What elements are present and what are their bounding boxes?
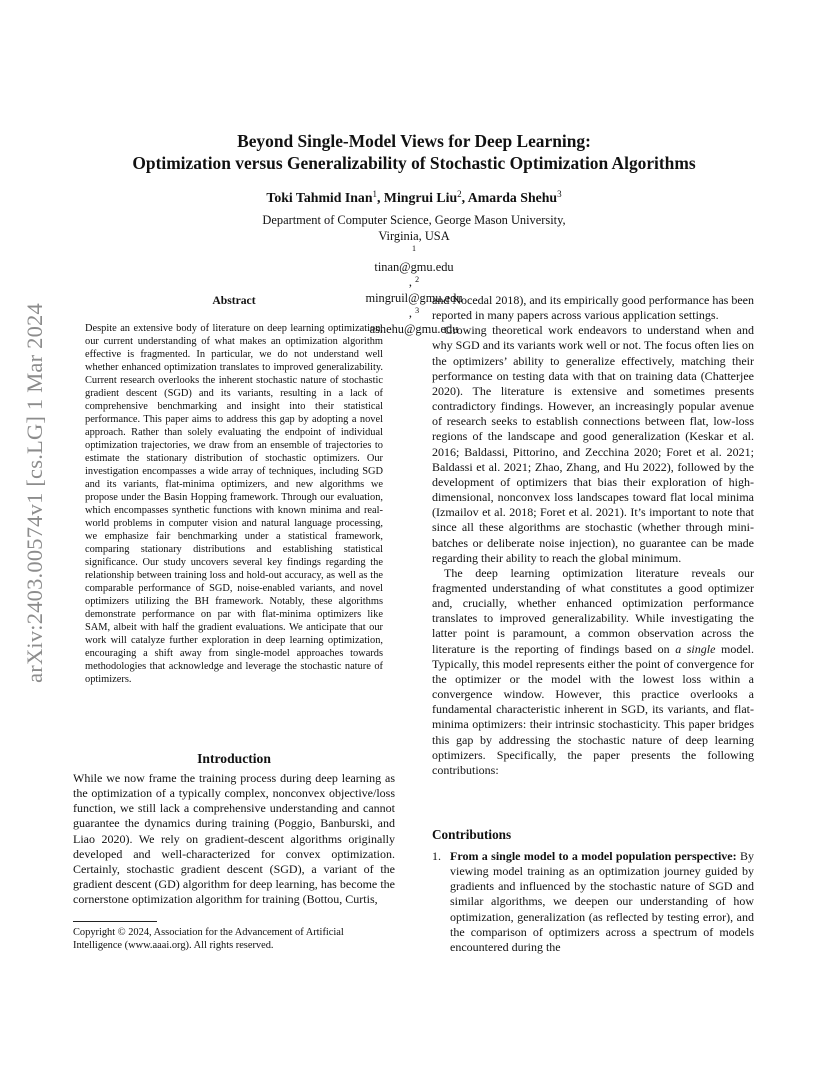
author-sup: 3 <box>557 189 562 199</box>
paragraph-text: model. Typically, this model represents either the point of convergence for the optimizer or the model with the lowest loss within a convergence window. However, this practice overlooks a fundamental characteristic inherent in SGD, its variants, and flat-minima optimizers: their intrinsic stochasticity. This paper bridges this gap by addressing the stochastic nature of deep learning optimizers. Specifically, the paper presents the following contributions: <box>432 641 755 777</box>
contribution-number: 1. <box>432 849 441 863</box>
contribution-item <box>432 849 754 955</box>
email-link: ashehu@gmu.edu <box>369 321 459 336</box>
title-line-2: Optimization versus Generalizability of Stochastic Optimization Algorithms <box>132 153 696 173</box>
email-sup: 1 <box>412 244 416 253</box>
arxiv-identifier-text: arXiv:2403.00574v1 [cs.LG] 1 Mar 2024 <box>22 303 47 683</box>
author-sup: 2 <box>457 189 462 199</box>
contributions-heading: Contributions <box>432 827 512 842</box>
author-name: Toki Tahmid Inan <box>266 190 373 205</box>
paragraph-text: The deep learning optimization literature reveals our fragmented understanding of what constitutes a good optimizer and, crucially, whether enhanced optimization performance translates to improved generalizability. While investigating the latter point is paramount, a common observation across the literature is the reporting of findings based on <box>432 565 754 656</box>
paper-title <box>80 130 748 174</box>
arxiv-identifier <box>20 287 50 699</box>
title-line-1: Beyond Single-Model Views for Deep Learning: <box>237 131 591 151</box>
author-name: Amarda Shehu <box>467 190 558 205</box>
introduction-paragraph: While we now frame the training process during deep learning as the optimization of a typically complex, nonconvex objective/loss function, we still lack a comprehensive understanding and cannot guarantee the dynamics during training (Poggio, Banburski, and Liao 2020). We rely on gradient-descent algorithms originally developed and well-characterized for convex optimization. Certainly, stochastic gradient descent (SGD), a variant of the gradient descent (GD) algorithm for deep learning, has become the cornerstone optimization algorithm for training (Bottou, Curtis, <box>73 771 395 907</box>
author-name: Mingrui Liu <box>383 190 458 205</box>
contribution-title: From a single model to a model population perspective: <box>450 849 737 863</box>
author-sup: 1 <box>372 189 378 199</box>
affiliation-line-2: Virginia, USA <box>378 228 450 243</box>
email-sup: 3 <box>415 306 420 315</box>
contribution-text: By viewing model training as an optimization journey guided by gradients and influenced by the stochastic nature of SGD and similar algorithms, we deepen our understanding of how optimization, generalization (as reflected by testing error), and the comparison of optimizers across a spectrum of models encountered during the <box>450 849 754 954</box>
contribution-body <box>450 849 754 955</box>
author-list: Toki Tahmid Inan$^1$, Mingrui Liu$^2$, Amarda Shehu$^3$ <box>266 189 562 205</box>
right-column-text <box>432 293 754 778</box>
footnote-rule <box>73 921 157 922</box>
abstract-heading: Abstract <box>212 294 256 307</box>
introduction-heading: Introduction <box>197 751 271 766</box>
author-emails: $^1$ tinan@gmu.edu , $^2$ mingruil@gmu.edu , $^3$ ashehu@gmu.edu <box>80 244 748 337</box>
email-link: tinan@gmu.edu <box>374 259 454 274</box>
copyright-footnote: Copyright © 2024, Association for the Advancement of Artificial Intelligence (www.aaai.org). All rights reserved. <box>73 927 344 951</box>
emphasis-text: a single <box>675 641 716 656</box>
affiliation-line-1: Department of Computer Science, George Mason University, <box>262 213 566 227</box>
introduction-paragraph <box>432 566 754 778</box>
email-sup: 2 <box>415 275 420 284</box>
introduction-continuation: and Nocedal 2018), and its empirically good performance has been reported in many papers across various application settings. <box>432 293 754 323</box>
abstract-text: Despite an extensive body of literature on deep learning optimization, our current understanding of what makes an optimization algorithm effective is fragmented. In particular, we do not understand well whether enhanced optimization translates to improved generalizability. Current research overlooks the inherent stochastic nature of stochastic gradient descent (SGD) and its variants, resulting in a lack of comprehensive benchmarking and insight into their statistical performance. This paper aims to address this gap by adopting a novel approach. Rather than solely evaluating the endpoint of individual optimization trajectories, we draw from an ensemble of trajectories to estimate the stationary distribution of stochastic optimizers. Our investigation encompasses a wide array of techniques, including SGD and its variants, flat-minima optimizers, and new algorithms we propose under the Basin Hopping framework. Through our evaluation, which encompasses synthetic functions with known minima and real-world problems in computer vision and natural language processing, we emphasize fair benchmarking under a statistical framework, comparing stationary distributions and establishing statistical significance. Our study uncovers several key findings regarding the relationship between training loss and hold-out accuracy, as well as the comparable performance of SGD, noise-enabled variants, and novel optimizers utilizing the BH framework. Notably, these algorithms demonstrate performance on par with flat-minima optimizers like SAM, albeit with half the gradient evaluations. We anticipate that our work will catalyze further exploration in deep learning optimization, encouraging a shift away from single-model approaches towards methodologies that acknowledge and leverage the stochastic nature of optimizers. <box>85 323 383 686</box>
email-link: mingruil@gmu.edu <box>365 290 463 305</box>
introduction-paragraph: Growing theoretical work endeavors to understand when and why SGD and its variants work well or not. The focus often lies on the optimizers’ ability to generalize effectively, matching their performance on testing data with that on training data (Chatterjee 2020). The literature is extensive and sometimes presents contradictory findings. However, an increasingly popular avenue of research seeks to establish connections between flat, low-loss regions of the landscape and good generalization (Keskar et al. 2016; Baldassi, Pittorino, and Zecchina 2020; Foret et al. 2021; Baldassi et al. 2021; Zhao, Zhang, and Hu 2022), followed by the development of optimizers that bias their exploration of high-dimensional, nonconvex loss landscapes toward flat local minima (Izmailov et al. 2018; Foret et al. 2021). It’s important to note that since all these algorithms are stochastic (whether through mini-batches or deliberate noise injection), no guarantee can be made regarding their ability to reach the global minimum. <box>432 323 754 565</box>
